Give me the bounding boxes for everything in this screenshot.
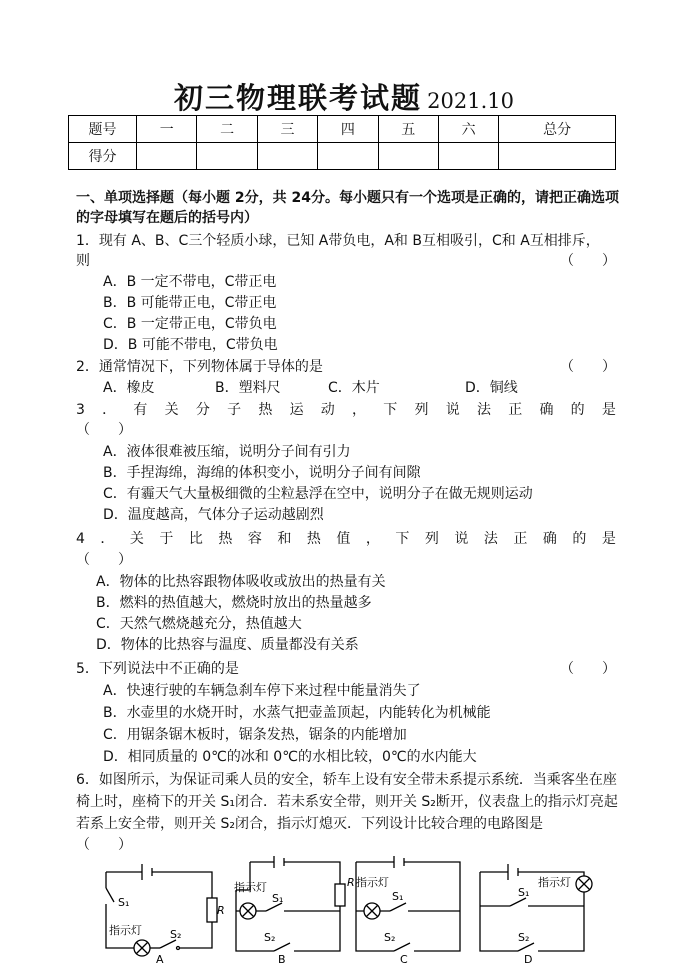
option: C．有霾天气大量极细微的尘粒悬浮在空中，说明分子在做无规则运动 — [103, 486, 533, 502]
option: B．手捏海绵，海绵的体积变小，说明分子间有间隙 — [103, 465, 421, 481]
switch-label-s1: S₁ — [272, 892, 284, 905]
question-stem-char: 热 — [218, 531, 233, 547]
section-header: 一、单项选择题（每小题 2分，共 24分。每小题只有一个选项是正确的，请把正确选项 — [76, 190, 619, 206]
circuit-diagrams — [92, 856, 612, 968]
score-input-cell[interactable] — [499, 143, 616, 170]
score-cell: 总分 — [499, 116, 616, 143]
question-stem — [76, 400, 616, 420]
answer-paren[interactable]: （ ） — [560, 661, 616, 677]
question-stem-char: 列 — [424, 531, 439, 547]
question-stem-char: 比 — [188, 531, 203, 547]
question-stem-char: 列 — [414, 402, 429, 418]
option: C．天然气燃烧越充分，热值越大 — [96, 616, 302, 632]
score-cell: 三 — [257, 116, 317, 143]
question-stem-char: 的 — [572, 531, 587, 547]
question-stem-char: 子 — [227, 402, 242, 418]
score-table — [68, 115, 616, 170]
question-stem-char: 动 — [320, 402, 335, 418]
question-stem-char: 热 — [306, 531, 321, 547]
option-row — [103, 378, 643, 398]
option: B．塑料尺 — [215, 380, 281, 396]
lamp-label: 指示灯 — [356, 876, 389, 889]
switch-label-s2: S₂ — [384, 931, 396, 944]
resistor-label: R — [217, 904, 225, 917]
option: C．用锯条锯木板时，锯条发热，锯条的内能增加 — [103, 727, 407, 743]
question-stem-char: 有 — [133, 402, 148, 418]
option: B．B 可能带正电，C带正电 — [103, 295, 277, 311]
question-stem — [76, 251, 616, 271]
score-cell: 四 — [318, 116, 378, 143]
circuit-caption: A — [156, 953, 164, 966]
question-stem-char: ． — [100, 531, 115, 547]
switch-icon — [510, 898, 526, 906]
circuit-b — [236, 856, 345, 951]
switch-label-s2: S₂ — [518, 931, 530, 944]
switch-label-s1: S₁ — [118, 896, 130, 909]
question-stem — [76, 659, 616, 679]
question-stem-char: 分 — [195, 402, 210, 418]
option: D．铜线 — [465, 380, 518, 396]
switch-icon — [106, 888, 114, 902]
answer-paren[interactable]: （ ） — [560, 253, 616, 269]
question-stem-char: 值 — [336, 531, 351, 547]
score-cell: 五 — [378, 116, 438, 143]
resistor-label: R — [347, 876, 355, 889]
section-header: 的字母填写在题后的括号内） — [76, 210, 258, 226]
question-stem-char: 3 — [76, 402, 85, 418]
switch-icon — [390, 903, 406, 911]
switch-icon — [160, 940, 176, 948]
circuit-a — [106, 864, 217, 956]
switch-icon — [274, 943, 290, 951]
question-stem-char: 下 — [383, 402, 398, 418]
option: C．木片 — [328, 380, 380, 396]
question-stem-char: 容 — [247, 531, 262, 547]
switch-label-s1: S₁ — [518, 886, 530, 899]
option: D．温度越高，气体分子运动越剧烈 — [103, 507, 324, 523]
question-stem-char: 和 — [277, 531, 292, 547]
switch-icon — [518, 943, 534, 951]
question-stem-char: 是 — [601, 531, 616, 547]
score-cell: 一 — [137, 116, 197, 143]
circuit-c — [356, 856, 460, 951]
question-stem-char: 是 — [601, 402, 616, 418]
exam-title — [0, 76, 688, 117]
option: B．水壶里的水烧开时，水蒸气把壶盖顶起，内能转化为机械能 — [103, 705, 491, 721]
question-stem-char: 于 — [159, 531, 174, 547]
lamp-label: 指示灯 — [109, 924, 142, 937]
answer-paren[interactable]: （ ） — [76, 552, 132, 568]
score-input-cell[interactable] — [318, 143, 378, 170]
score-input-cell[interactable] — [378, 143, 438, 170]
circuit-caption: C — [400, 953, 408, 966]
question-stem-char: ， — [365, 531, 380, 547]
question-stem-char: 法 — [476, 402, 491, 418]
question-stem-char: 正 — [508, 402, 523, 418]
question-stem-char: ． — [102, 402, 117, 418]
switch-label-s1: S₁ — [392, 890, 404, 903]
option: D．物体的比热容与温度、质量都没有关系 — [96, 637, 359, 653]
answer-paren[interactable]: （ ） — [76, 837, 132, 853]
question-stem-char: 热 — [258, 402, 273, 418]
question-stem: 6．如图所示，为保证司乘人员的安全，轿车上设有安全带未系提示系统．当乘客坐在座 — [76, 772, 617, 788]
score-input-cell[interactable] — [257, 143, 317, 170]
question-stem-char: 4 — [76, 531, 85, 547]
question-stem-char: 关 — [164, 402, 179, 418]
option: A．快速行驶的车辆急刹车停下来过程中能量消失了 — [103, 683, 421, 699]
question-stem-char: 的 — [570, 402, 585, 418]
option: A．液体很难被压缩，说明分子间有引力 — [103, 444, 351, 460]
score-cell: 二 — [197, 116, 257, 143]
question-stem: 椅上时，座椅下的开关 S₁闭合．若未系安全带，则开关 S₂断开，仪表盘上的指示灯亮起 — [76, 794, 618, 810]
question-stem-char: 下 — [395, 531, 410, 547]
score-input-cell[interactable] — [197, 143, 257, 170]
switch-icon — [394, 943, 410, 951]
score-cell: 六 — [438, 116, 498, 143]
question-stem: 若系上安全带，则开关 S₂闭合，指示灯熄灭．下列设计比较合理的电路图是 — [76, 816, 543, 832]
question-stem: 1．现有 A、B、C三个轻质小球，已知 A带负电，A和 B互相吸引，C和 A互相排斥， — [76, 233, 600, 249]
question-stem-char: 确 — [542, 531, 557, 547]
lamp-label: 指示灯 — [538, 876, 571, 889]
question-stem-text: 5．下列说法中不正确的是 — [76, 661, 239, 677]
switch-label-s2: S₂ — [264, 931, 276, 944]
lamp-label: 指示灯 — [234, 881, 267, 894]
score-input-cell[interactable] — [438, 143, 498, 170]
question-stem-char: 运 — [289, 402, 304, 418]
question-stem-char: 说 — [454, 531, 469, 547]
question-stem-char: ， — [352, 402, 367, 418]
question-stem-text: 则 — [76, 253, 90, 269]
option: C．B 一定带正电，C带负电 — [103, 316, 277, 332]
score-input-cell[interactable] — [137, 143, 197, 170]
option: A．物体的比热容跟物体吸收或放出的热量有关 — [96, 574, 386, 590]
circuit-caption: B — [278, 953, 286, 966]
question-stem-char: 法 — [483, 531, 498, 547]
option: D．B 可能不带电，C带负电 — [103, 337, 278, 353]
score-cell: 题号 — [69, 116, 137, 143]
option: A．B 一定不带电，C带正电 — [103, 274, 277, 290]
switch-label-s2: S₂ — [170, 928, 182, 941]
question-stem-char: 说 — [445, 402, 460, 418]
answer-paren[interactable]: （ ） — [560, 359, 616, 375]
score-cell: 得分 — [69, 143, 137, 170]
question-stem-char: 关 — [129, 531, 144, 547]
score-table-header-row — [69, 116, 616, 143]
circuit-caption: D — [524, 953, 533, 966]
score-table-score-row — [69, 143, 616, 170]
question-stem-text: 2．通常情况下，下列物体属于导体的是 — [76, 359, 323, 375]
option: B．燃料的热值越大，燃烧时放出的热量越多 — [96, 595, 372, 611]
option: D．相同质量的 0℃的冰和 0℃的水相比较，0℃的水内能大 — [103, 749, 477, 765]
circuit-d — [480, 864, 592, 951]
exam-title-date: 2021.10 — [427, 89, 514, 113]
question-stem-char: 正 — [513, 531, 528, 547]
answer-paren[interactable]: （ ） — [76, 422, 132, 438]
question-stem — [76, 357, 616, 377]
question-stem-char: 确 — [539, 402, 554, 418]
question-stem — [76, 529, 616, 549]
option: A．橡皮 — [103, 380, 155, 396]
exam-title-main: 初三物理联考试题 — [174, 81, 423, 115]
